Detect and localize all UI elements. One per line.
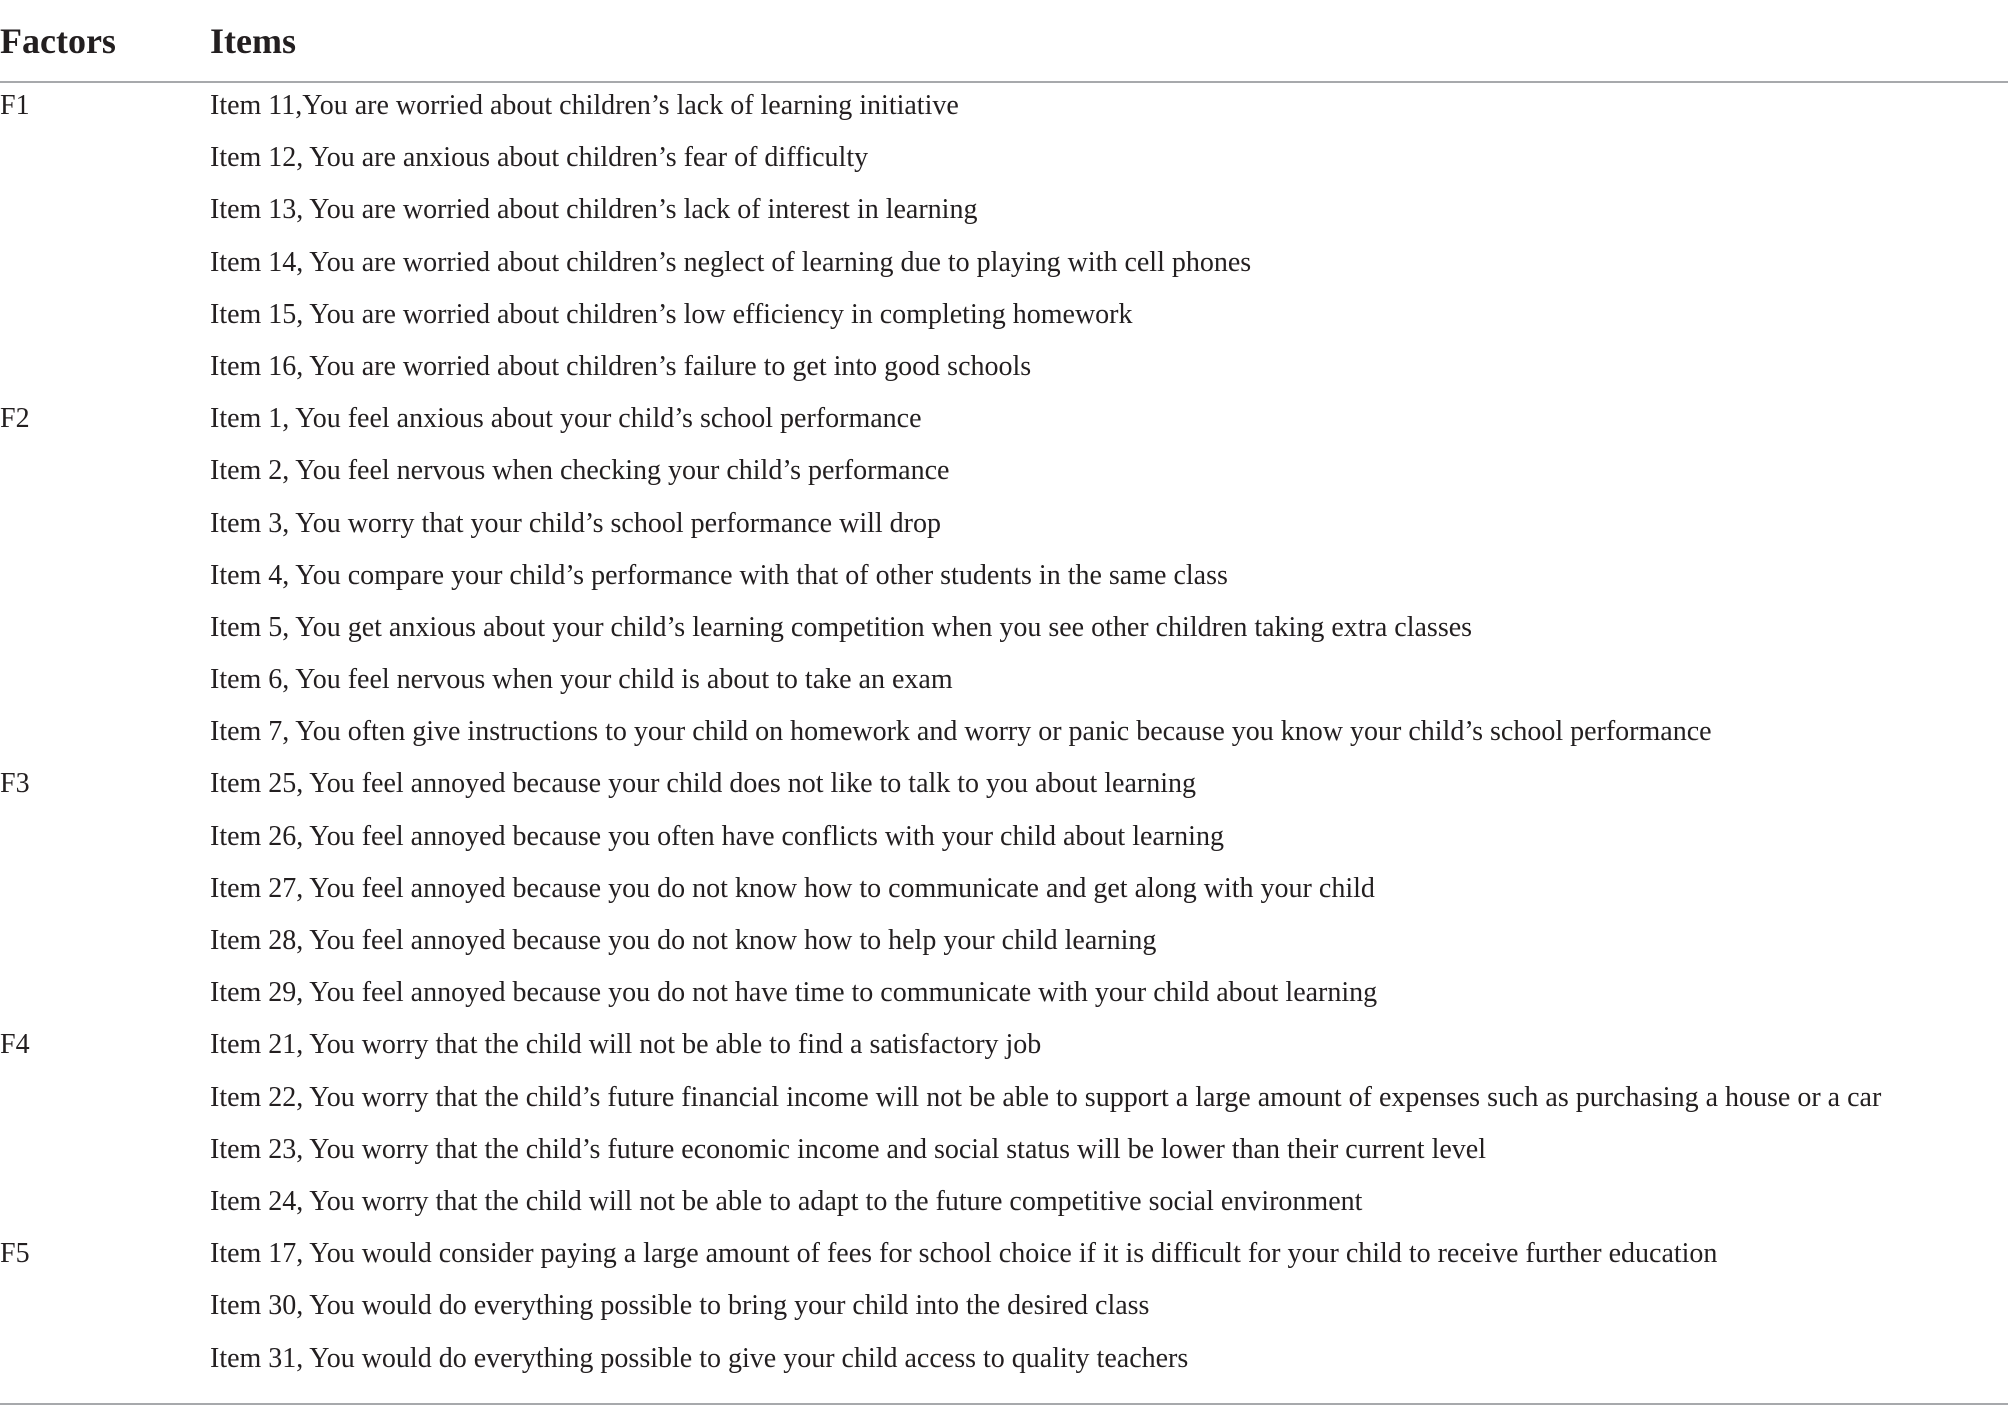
table-row bbox=[0, 863, 2008, 915]
table-row bbox=[0, 132, 2008, 184]
factor-cell: F4 bbox=[0, 1029, 30, 1061]
table-body bbox=[0, 80, 2008, 1385]
table-row bbox=[0, 289, 2008, 341]
header-factors: Factors bbox=[0, 21, 116, 61]
table-row bbox=[0, 1176, 2008, 1228]
item-cell: Item 22, You worry that the child’s future financial income will not be able to support a large amount of expenses such as purchasing a house or a car bbox=[210, 1081, 1882, 1113]
item-cell: Item 7, You often give instructions to your child on homework and worry or panic because you know your child’s school performance bbox=[210, 716, 1712, 748]
item-cell: Item 27, You feel annoyed because you do not know how to communicate and get along with your child bbox=[210, 872, 1375, 904]
table-row bbox=[0, 1019, 2008, 1071]
table-row bbox=[0, 393, 2008, 445]
table-row bbox=[0, 1072, 2008, 1124]
item-cell: Item 28, You feel annoyed because you do not know how to help your child learning bbox=[210, 925, 1157, 956]
table-row bbox=[0, 1228, 2008, 1280]
item-cell: Item 5, You get anxious about your child’s learning competition when you see other children taking extra classes bbox=[210, 611, 1473, 643]
item-cell: Item 21, You worry that the child will not be able to find a satisfactory job bbox=[210, 1029, 1042, 1061]
table-row bbox=[0, 550, 2008, 602]
table-header-row bbox=[0, 0, 2008, 82]
table-row bbox=[0, 1333, 2008, 1385]
item-cell: Item 11,You are worried about children’s lack of learning initiative bbox=[210, 90, 959, 121]
table-row bbox=[0, 237, 2008, 289]
table-row bbox=[0, 80, 2008, 132]
table-row bbox=[0, 706, 2008, 758]
table-row bbox=[0, 967, 2008, 1019]
item-cell: Item 13, You are worried about children’s lack of interest in learning bbox=[210, 194, 978, 226]
item-cell: Item 26, You feel annoyed because you often have conflicts with your child about learning bbox=[210, 820, 1224, 852]
item-cell: Item 15, You are worried about children’s low efficiency in completing homework bbox=[210, 298, 1133, 330]
item-cell: Item 6, You feel nervous when your child is about to take an exam bbox=[210, 664, 953, 696]
item-cell: Item 16, You are worried about children’s failure to get into good schools bbox=[210, 350, 1032, 382]
header-items: Items bbox=[210, 21, 296, 61]
table-row bbox=[0, 498, 2008, 550]
table-row bbox=[0, 184, 2008, 236]
table-row bbox=[0, 654, 2008, 706]
factor-cell: F5 bbox=[0, 1238, 30, 1270]
item-cell: Item 30, You would do everything possible to bring your child into the desired class bbox=[210, 1290, 1150, 1322]
table-bottom-rule bbox=[0, 1403, 2008, 1405]
table-row bbox=[0, 915, 2008, 967]
item-cell: Item 17, You would consider paying a large amount of fees for school choice if it is difficult for your child to receive further education bbox=[210, 1238, 1718, 1270]
item-cell: Item 2, You feel nervous when checking your child’s performance bbox=[210, 455, 950, 487]
item-cell: Item 31, You would do everything possible to give your child access to quality teachers bbox=[210, 1342, 1189, 1374]
table-row bbox=[0, 1124, 2008, 1176]
item-cell: Item 24, You worry that the child will not be able to adapt to the future competitive social environment bbox=[210, 1185, 1363, 1217]
factor-cell: F2 bbox=[0, 403, 30, 435]
item-cell: Item 29, You feel annoyed because you do not have time to communicate with your child about learning bbox=[210, 977, 1378, 1009]
table-row bbox=[0, 602, 2008, 654]
table-row bbox=[0, 341, 2008, 393]
item-cell: Item 12, You are anxious about children’s fear of difficulty bbox=[210, 142, 869, 174]
table-row bbox=[0, 1280, 2008, 1332]
factor-cell: F1 bbox=[0, 90, 30, 121]
item-cell: Item 4, You compare your child’s performance with that of other students in the same class bbox=[210, 559, 1228, 591]
item-cell: Item 1, You feel anxious about your child’s school performance bbox=[210, 403, 922, 435]
item-cell: Item 25, You feel annoyed because your child does not like to talk to you about learning bbox=[210, 768, 1197, 800]
table-row bbox=[0, 445, 2008, 497]
item-cell: Item 14, You are worried about children’s neglect of learning due to playing with cell phones bbox=[210, 246, 1252, 278]
item-cell: Item 23, You worry that the child’s future economic income and social status will be lower than their current level bbox=[210, 1133, 1486, 1165]
item-cell: Item 3, You worry that your child’s school performance will drop bbox=[210, 507, 941, 539]
factor-cell: F3 bbox=[0, 768, 30, 800]
table-row bbox=[0, 758, 2008, 810]
table-row bbox=[0, 811, 2008, 863]
